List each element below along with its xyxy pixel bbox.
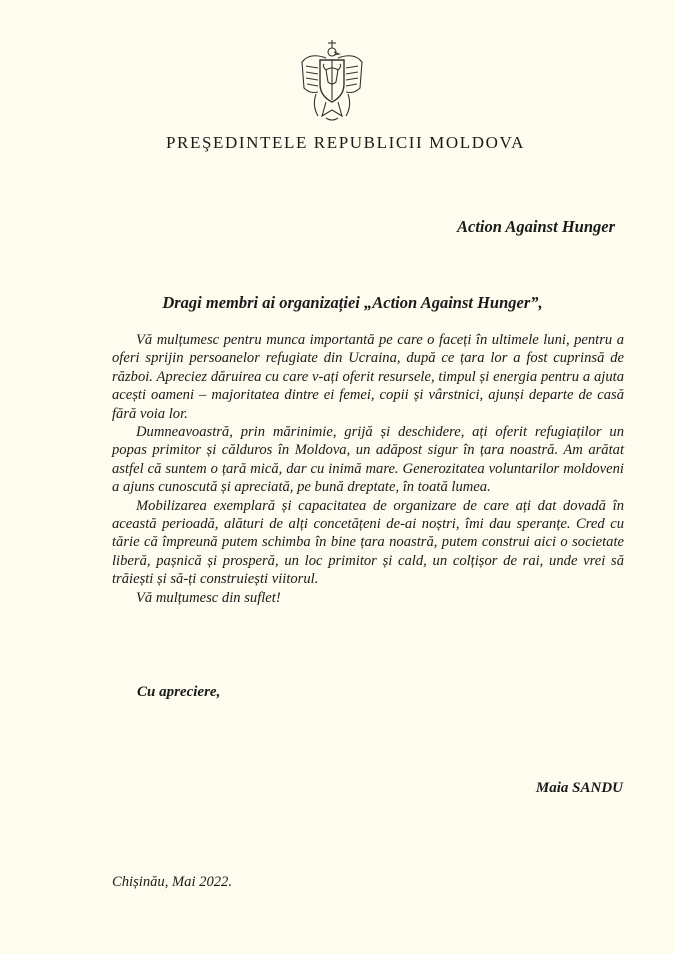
place-date: Chișinău, Mai 2022. (112, 874, 232, 890)
salutation: Dragi membri ai organizației „Action Against Hunger”, (162, 293, 543, 312)
paragraph: Vă mulțumesc pentru munca importantă pe care o faceți în ultimele luni, pentru a oferi sprijin persoanelor refugiate din Ucraina, după ce țara lor a fost cuprinsă de război. Apreciez dăruirea cu care v-ați oferit resursele, timpul și energia pentru a ajuta acești oameni – majoritatea dintre ei femei, copii și vârstnici, ajunși departe de casă fără voia lor. (112, 332, 624, 422)
paragraph: Dumneavoastră, prin mărinimie, grijă și deschidere, ați oferit refugiaților un popas primitor și călduros în Moldova, un adăpost sigur în țara noastră. Am arătat astfel că suntem o țară mică, dar cu inimă mare. Generozitatea voluntarilor moldoveni a ajuns cunoscută și apreciată, pe bună dreptate, în toată lumea. (112, 424, 624, 496)
paragraph: Mobilizarea exemplară și capacitatea de organizare de care ați dat dovadă în această perioadă, alături de alți concetățeni de-ai noștri, îmi dau speranțe. Cred cu tărie că împreună putem schimba în bine țara noastră, putem construi aici o societate liberă, pașnică și prosperă, un loc primitor și cald, un colțișor de rai, unde vrei să trăiești și să-ți construiești viitorul. (112, 497, 624, 588)
signature-name: Maia SANDU (535, 780, 623, 796)
recipient-line: Action Against Hunger (456, 217, 615, 236)
moldova-coat-of-arms-icon (296, 38, 368, 124)
letterhead-title: PREŞEDINTELE REPUBLICII MOLDOVA (165, 133, 526, 152)
closing: Cu apreciere, (137, 684, 221, 700)
paragraph: Vă mulțumesc din suflet! (136, 589, 281, 606)
letter-body (112, 331, 624, 607)
